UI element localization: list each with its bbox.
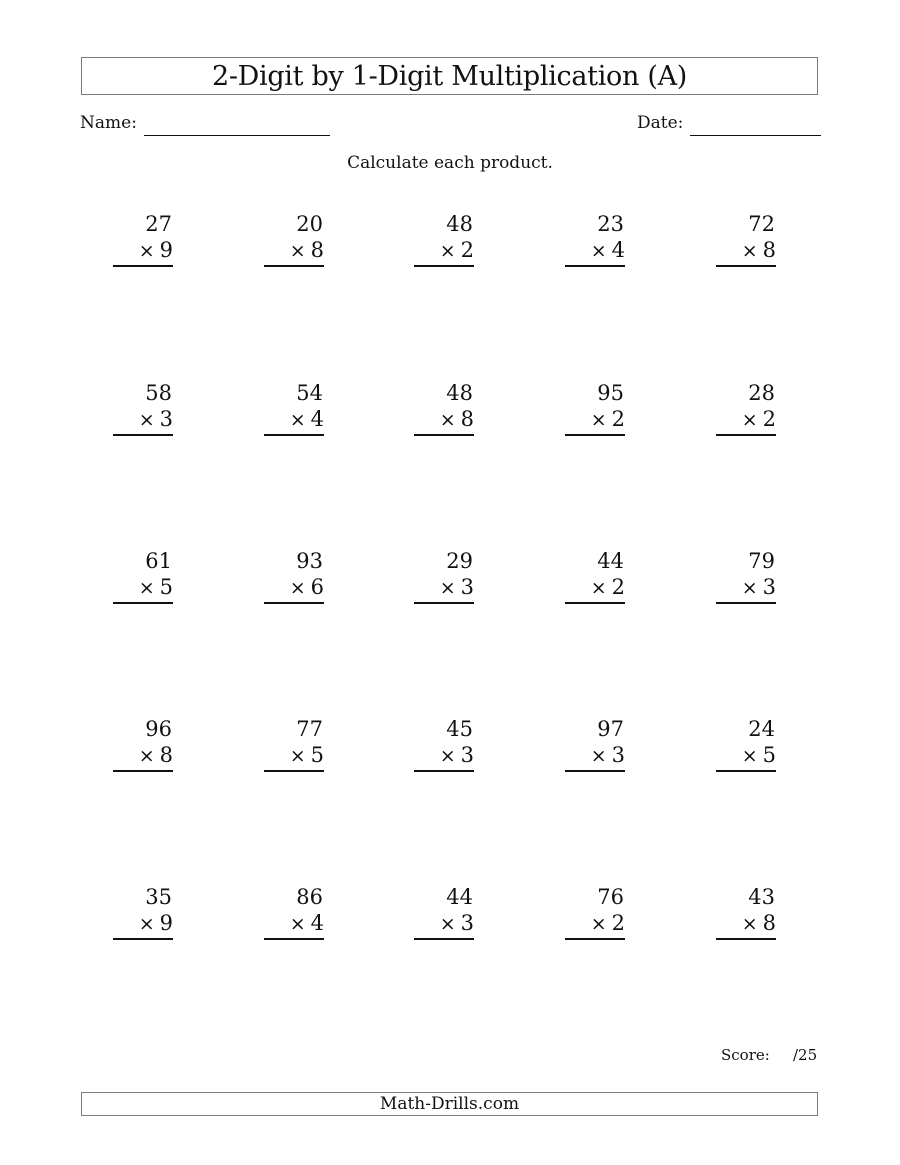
problem-7 [264, 380, 324, 436]
multiplier-row [113, 574, 173, 604]
multiplicand: 95 [597, 381, 624, 405]
multiplier: 3 [762, 575, 776, 599]
problem-14 [565, 548, 625, 604]
problem-21 [113, 884, 173, 940]
multiplier: 3 [611, 743, 625, 767]
multiplier: 2 [611, 575, 625, 599]
multiply-sign-icon: × [741, 913, 758, 935]
multiply-sign-icon: × [289, 913, 306, 935]
multiplier: 8 [762, 238, 776, 262]
multiplier-row [565, 742, 625, 772]
problem-20 [716, 716, 776, 772]
multiplicand: 45 [446, 717, 473, 741]
problem-16 [113, 716, 173, 772]
multiply-sign-icon: × [289, 577, 306, 599]
multiply-sign-icon: × [439, 577, 456, 599]
multiplicand: 93 [296, 549, 323, 573]
multiplicand: 23 [597, 212, 624, 236]
problem-10 [716, 380, 776, 436]
problem-1 [113, 211, 173, 267]
multiply-sign-icon: × [741, 409, 758, 431]
problem-18 [414, 716, 474, 772]
problem-8 [414, 380, 474, 436]
multiplier-row [565, 910, 625, 940]
multiply-sign-icon: × [138, 240, 155, 262]
multiplier: 8 [159, 743, 173, 767]
problem-6 [113, 380, 173, 436]
problem-17 [264, 716, 324, 772]
multiplicand: 44 [597, 549, 624, 573]
multiply-sign-icon: × [590, 240, 607, 262]
problem-19 [565, 716, 625, 772]
multiplier-row [565, 574, 625, 604]
multiplier-row [414, 237, 474, 267]
multiply-sign-icon: × [590, 745, 607, 767]
multiplier: 3 [460, 743, 474, 767]
multiplier: 2 [460, 238, 474, 262]
problem-15 [716, 548, 776, 604]
multiplier: 4 [310, 407, 324, 431]
multiplier-row [264, 237, 324, 267]
multiply-sign-icon: × [138, 409, 155, 431]
name-field-line[interactable] [144, 135, 330, 136]
title-box [81, 57, 818, 95]
footer-site-name: Math-Drills.com [379, 1094, 520, 1114]
multiply-sign-icon: × [138, 745, 155, 767]
multiplier: 3 [460, 911, 474, 935]
multiplicand: 86 [296, 885, 323, 909]
multiplicand: 44 [446, 885, 473, 909]
multiplier: 6 [310, 575, 324, 599]
multiplier-row [414, 742, 474, 772]
footer-box [81, 1092, 818, 1116]
problem-22 [264, 884, 324, 940]
problem-4 [565, 211, 625, 267]
multiplicand: 79 [748, 549, 775, 573]
multiplier-row [113, 406, 173, 436]
multiply-sign-icon: × [741, 745, 758, 767]
multiply-sign-icon: × [138, 577, 155, 599]
multiplicand: 96 [145, 717, 172, 741]
multiplier: 3 [460, 575, 474, 599]
multiplier: 4 [310, 911, 324, 935]
multiplier: 4 [611, 238, 625, 262]
problem-23 [414, 884, 474, 940]
multiplier: 9 [159, 911, 173, 935]
multiplicand: 27 [145, 212, 172, 236]
problem-12 [264, 548, 324, 604]
multiplier-row [264, 742, 324, 772]
multiply-sign-icon: × [289, 409, 306, 431]
multiplicand: 61 [145, 549, 172, 573]
multiplier-row [113, 237, 173, 267]
multiplicand: 24 [748, 717, 775, 741]
problem-13 [414, 548, 474, 604]
score-total: /25 [793, 1046, 818, 1064]
multiplier-row [264, 910, 324, 940]
multiply-sign-icon: × [138, 913, 155, 935]
date-label: Date: [637, 113, 684, 133]
multiplier-row [716, 574, 776, 604]
worksheet-title: 2-Digit by 1-Digit Multiplication (A) [211, 60, 688, 92]
multiplicand: 29 [446, 549, 473, 573]
problem-5 [716, 211, 776, 267]
multiply-sign-icon: × [590, 409, 607, 431]
multiplicand: 48 [446, 381, 473, 405]
name-label: Name: [80, 113, 137, 133]
multiply-sign-icon: × [741, 240, 758, 262]
multiplier: 5 [159, 575, 173, 599]
multiplier: 3 [159, 407, 173, 431]
instructions: Calculate each product. [347, 153, 553, 173]
multiplier-row [414, 406, 474, 436]
multiplier-row [716, 237, 776, 267]
multiplier-row [414, 910, 474, 940]
multiplier: 8 [762, 911, 776, 935]
multiply-sign-icon: × [439, 913, 456, 935]
multiplier: 9 [159, 238, 173, 262]
multiplicand: 43 [748, 885, 775, 909]
problem-2 [264, 211, 324, 267]
score-label: Score: [721, 1046, 770, 1064]
multiply-sign-icon: × [590, 913, 607, 935]
multiplicand: 77 [296, 717, 323, 741]
multiplier: 8 [310, 238, 324, 262]
multiplier-row [716, 406, 776, 436]
multiplicand: 97 [597, 717, 624, 741]
multiplicand: 20 [296, 212, 323, 236]
multiplicand: 58 [145, 381, 172, 405]
problem-9 [565, 380, 625, 436]
problem-3 [414, 211, 474, 267]
multiplicand: 54 [296, 381, 323, 405]
multiply-sign-icon: × [590, 577, 607, 599]
multiplicand: 76 [597, 885, 624, 909]
multiplier-row [716, 910, 776, 940]
problem-24 [565, 884, 625, 940]
multiplier: 8 [460, 407, 474, 431]
problem-11 [113, 548, 173, 604]
multiply-sign-icon: × [289, 745, 306, 767]
multiplier: 5 [762, 743, 776, 767]
multiplier-row [565, 237, 625, 267]
multiplier: 5 [310, 743, 324, 767]
multiplier-row [113, 910, 173, 940]
multiplier-row [264, 574, 324, 604]
multiplicand: 48 [446, 212, 473, 236]
problem-25 [716, 884, 776, 940]
multiplicand: 72 [748, 212, 775, 236]
multiply-sign-icon: × [741, 577, 758, 599]
multiplicand: 35 [145, 885, 172, 909]
multiplier-row [264, 406, 324, 436]
multiply-sign-icon: × [439, 240, 456, 262]
multiplier-row [414, 574, 474, 604]
date-field-line[interactable] [690, 135, 821, 136]
multiplicand: 28 [748, 381, 775, 405]
multiply-sign-icon: × [289, 240, 306, 262]
multiplier-row [113, 742, 173, 772]
multiplier-row [716, 742, 776, 772]
multiplier: 2 [611, 407, 625, 431]
multiplier: 2 [611, 911, 625, 935]
multiply-sign-icon: × [439, 745, 456, 767]
multiplier: 2 [762, 407, 776, 431]
multiply-sign-icon: × [439, 409, 456, 431]
multiplier-row [565, 406, 625, 436]
